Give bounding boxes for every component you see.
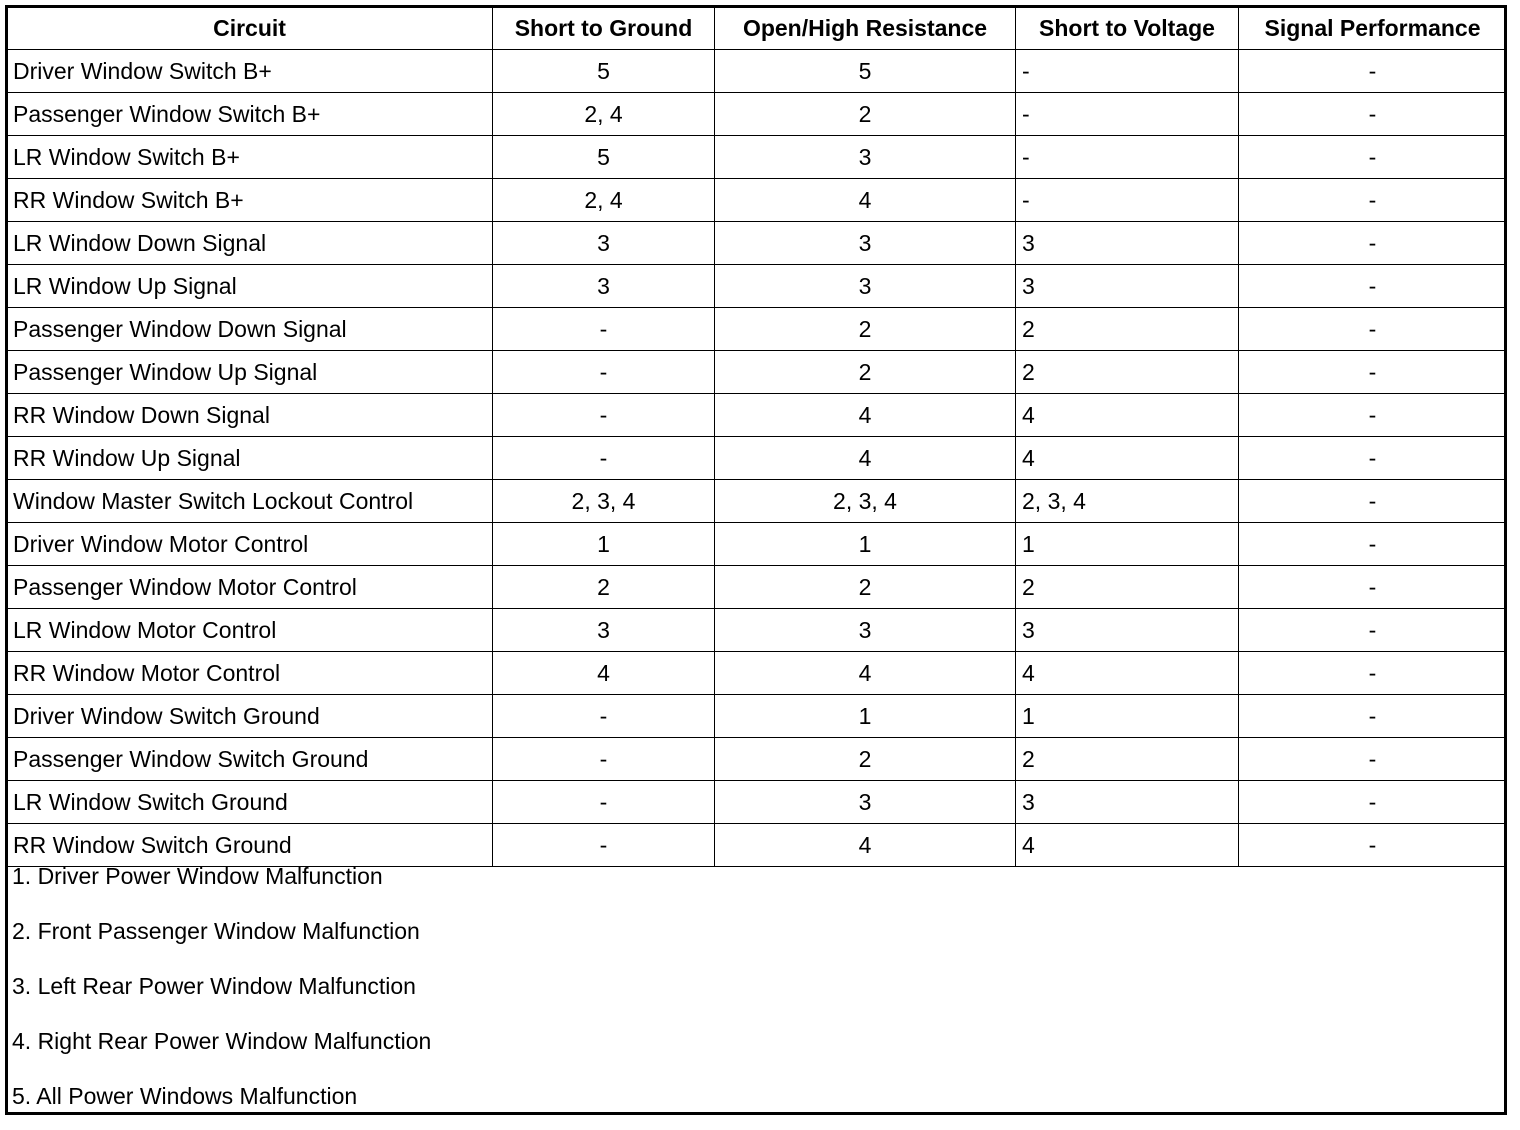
cell-short-to-ground: 3 [493, 609, 715, 652]
cell-short-to-ground: - [493, 351, 715, 394]
cell-short-to-ground: - [493, 394, 715, 437]
cell-signal-performance: - [1239, 93, 1507, 136]
cell-short-to-voltage: 2, 3, 4 [1016, 480, 1239, 523]
header-open-high-resistance: Open/High Resistance [715, 7, 1016, 50]
cell-circuit: RR Window Down Signal [7, 394, 493, 437]
cell-short-to-voltage: 4 [1016, 437, 1239, 480]
table-row [7, 179, 1507, 222]
table-row [7, 437, 1507, 480]
cell-short-to-voltage: - [1016, 93, 1239, 136]
cell-open-high-resistance: 3 [715, 222, 1016, 265]
cell-signal-performance: - [1239, 523, 1507, 566]
cell-circuit: Passenger Window Switch Ground [7, 738, 493, 781]
circuit-diagnostic-table [6, 6, 1507, 867]
table-row [7, 738, 1507, 781]
cell-short-to-ground: 2 [493, 566, 715, 609]
cell-signal-performance: - [1239, 136, 1507, 179]
cell-signal-performance: - [1239, 738, 1507, 781]
cell-open-high-resistance: 1 [715, 523, 1016, 566]
cell-signal-performance: - [1239, 179, 1507, 222]
cell-circuit: Passenger Window Down Signal [7, 308, 493, 351]
cell-short-to-ground: 2, 4 [493, 93, 715, 136]
cell-circuit: LR Window Switch Ground [7, 781, 493, 824]
table-row [7, 609, 1507, 652]
cell-circuit: LR Window Switch B+ [7, 136, 493, 179]
cell-open-high-resistance: 2 [715, 351, 1016, 394]
notes-section [6, 855, 1506, 1130]
cell-short-to-voltage: 4 [1016, 394, 1239, 437]
note-item: 3. Left Rear Power Window Malfunction [12, 973, 416, 999]
cell-signal-performance: - [1239, 609, 1507, 652]
cell-short-to-voltage: 3 [1016, 222, 1239, 265]
cell-signal-performance: - [1239, 437, 1507, 480]
cell-short-to-voltage: 4 [1016, 652, 1239, 695]
cell-short-to-ground: - [493, 824, 715, 867]
cell-open-high-resistance: 4 [715, 394, 1016, 437]
cell-short-to-voltage: - [1016, 50, 1239, 93]
cell-open-high-resistance: 3 [715, 265, 1016, 308]
cell-open-high-resistance: 4 [715, 652, 1016, 695]
note-item: 1. Driver Power Window Malfunction [12, 863, 383, 889]
cell-short-to-voltage: 2 [1016, 308, 1239, 351]
cell-circuit: Passenger Window Switch B+ [7, 93, 493, 136]
cell-circuit: LR Window Down Signal [7, 222, 493, 265]
cell-open-high-resistance: 4 [715, 179, 1016, 222]
cell-circuit: LR Window Motor Control [7, 609, 493, 652]
cell-short-to-ground: 5 [493, 50, 715, 93]
cell-short-to-ground: 5 [493, 136, 715, 179]
cell-short-to-ground: 3 [493, 222, 715, 265]
cell-short-to-voltage: 4 [1016, 824, 1239, 867]
table-row [7, 394, 1507, 437]
cell-circuit: Driver Window Switch B+ [7, 50, 493, 93]
note-item: 5. All Power Windows Malfunction [12, 1083, 358, 1109]
cell-short-to-ground: - [493, 695, 715, 738]
cell-signal-performance: - [1239, 566, 1507, 609]
table-row [7, 781, 1507, 824]
cell-open-high-resistance: 3 [715, 136, 1016, 179]
cell-short-to-ground: 4 [493, 652, 715, 695]
cell-short-to-voltage: 2 [1016, 351, 1239, 394]
cell-signal-performance: - [1239, 265, 1507, 308]
cell-short-to-ground: 1 [493, 523, 715, 566]
cell-signal-performance: - [1239, 824, 1507, 867]
cell-circuit: RR Window Switch B+ [7, 179, 493, 222]
table-row [7, 652, 1507, 695]
table-row [7, 222, 1507, 265]
cell-open-high-resistance: 2 [715, 93, 1016, 136]
cell-short-to-ground: 3 [493, 265, 715, 308]
table-row [7, 93, 1507, 136]
cell-short-to-ground: - [493, 308, 715, 351]
cell-short-to-voltage: 1 [1016, 523, 1239, 566]
cell-short-to-ground: - [493, 437, 715, 480]
cell-signal-performance: - [1239, 394, 1507, 437]
table-row [7, 308, 1507, 351]
cell-open-high-resistance: 5 [715, 50, 1016, 93]
cell-open-high-resistance: 2 [715, 308, 1016, 351]
table-row [7, 695, 1507, 738]
cell-signal-performance: - [1239, 652, 1507, 695]
table-row [7, 566, 1507, 609]
cell-open-high-resistance: 3 [715, 781, 1016, 824]
cell-circuit: Passenger Window Motor Control [7, 566, 493, 609]
cell-short-to-ground: - [493, 738, 715, 781]
cell-short-to-ground: 2, 4 [493, 179, 715, 222]
header-row [7, 7, 1507, 50]
cell-circuit: RR Window Motor Control [7, 652, 493, 695]
cell-short-to-voltage: - [1016, 136, 1239, 179]
header-short-to-voltage: Short to Voltage [1016, 7, 1239, 50]
cell-signal-performance: - [1239, 222, 1507, 265]
cell-signal-performance: - [1239, 480, 1507, 523]
cell-short-to-ground: - [493, 781, 715, 824]
cell-circuit: LR Window Up Signal [7, 265, 493, 308]
cell-open-high-resistance: 4 [715, 437, 1016, 480]
cell-open-high-resistance: 4 [715, 824, 1016, 867]
note-item: 2. Front Passenger Window Malfunction [12, 918, 420, 944]
cell-signal-performance: - [1239, 308, 1507, 351]
table-row [7, 523, 1507, 566]
cell-circuit: RR Window Up Signal [7, 437, 493, 480]
table-row [7, 480, 1507, 523]
cell-open-high-resistance: 2, 3, 4 [715, 480, 1016, 523]
cell-open-high-resistance: 2 [715, 566, 1016, 609]
cell-short-to-voltage: 1 [1016, 695, 1239, 738]
note-item: 4. Right Rear Power Window Malfunction [12, 1028, 432, 1054]
cell-short-to-voltage: 3 [1016, 265, 1239, 308]
cell-signal-performance: - [1239, 781, 1507, 824]
cell-short-to-ground: 2, 3, 4 [493, 480, 715, 523]
cell-circuit: RR Window Switch Ground [7, 824, 493, 867]
cell-open-high-resistance: 3 [715, 609, 1016, 652]
header-signal-performance: Signal Performance [1239, 7, 1507, 50]
cell-circuit: Passenger Window Up Signal [7, 351, 493, 394]
cell-short-to-voltage: 3 [1016, 609, 1239, 652]
cell-short-to-voltage: - [1016, 179, 1239, 222]
cell-short-to-voltage: 2 [1016, 738, 1239, 781]
cell-signal-performance: - [1239, 50, 1507, 93]
cell-short-to-voltage: 3 [1016, 781, 1239, 824]
cell-circuit: Driver Window Switch Ground [7, 695, 493, 738]
table-row [7, 136, 1507, 179]
cell-open-high-resistance: 2 [715, 738, 1016, 781]
cell-short-to-voltage: 2 [1016, 566, 1239, 609]
header-short-to-ground: Short to Ground [493, 7, 715, 50]
header-circuit: Circuit [7, 7, 493, 50]
cell-circuit: Window Master Switch Lockout Control [7, 480, 493, 523]
table-row [7, 265, 1507, 308]
table-row [7, 50, 1507, 93]
cell-open-high-resistance: 1 [715, 695, 1016, 738]
cell-signal-performance: - [1239, 695, 1507, 738]
cell-signal-performance: - [1239, 351, 1507, 394]
cell-circuit: Driver Window Motor Control [7, 523, 493, 566]
table-row [7, 351, 1507, 394]
